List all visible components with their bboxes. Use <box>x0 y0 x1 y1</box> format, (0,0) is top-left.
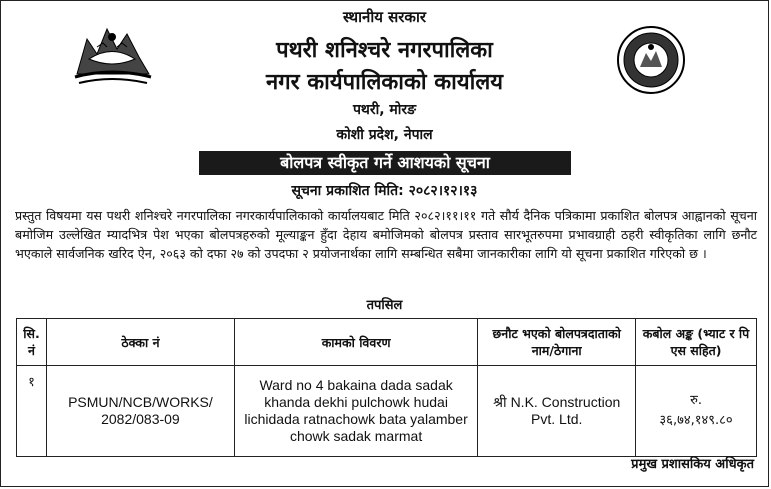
office-name: नगर कार्यपालिकाको कार्यालय <box>266 70 503 95</box>
bid-table <box>16 318 757 457</box>
amount-value: ३६,७४,१४९.८० <box>659 413 733 428</box>
col-header-sn: सि. नं <box>17 319 47 366</box>
notice-title-banner: बोलपत्र स्वीकृत गर्ने आशयको सूचना <box>199 151 571 175</box>
local-government-label: स्थानीय सरकार <box>343 8 426 26</box>
table-header-row <box>17 319 757 366</box>
cell-bidder: श्री N.K. Construction Pvt. Ltd. <box>478 366 636 457</box>
cell-description: Ward no 4 bakaina dada sadak khanda dekhi pulchowk hudai lichidada ratnachowk bata yalamber chowk sadak marmat <box>234 366 477 457</box>
col-header-amount: कबोल अङ्क (भ्याट र पि एस सहित) <box>636 319 757 366</box>
publish-date: सूचना प्रकाशित मिति: २०८२।१२।१३ <box>291 183 478 199</box>
cell-amount <box>636 366 757 457</box>
col-header-bidder: छनौट भएको बोलपत्रदाताको नाम/ठेगाना <box>478 319 636 366</box>
address-line: पथरी, मोरङ <box>352 102 417 118</box>
amount-currency: रु. <box>690 393 702 408</box>
details-heading: तपसिल <box>366 298 403 313</box>
municipality-name: पथरी शनिश्चरे नगरपालिका <box>276 38 493 63</box>
col-header-description: कामको विवरण <box>234 319 477 366</box>
cell-sn: १ <box>17 366 47 457</box>
cell-contract-no: PSMUN/NCB/WORKS/ 2082/083-09 <box>46 366 234 457</box>
col-header-contract-no: ठेक्का नं <box>46 319 234 366</box>
notice-body: प्रस्तुत विषयमा यस पथरी शनिश्चरे नगरपालिका नगरकार्यपालिकाको कार्यालयबाट मिति २०८२।११।११ गते सौर्य दैनिक पत्रिकामा प्रकाशित बोलपत्र आह्वानको सूचना बमोजिम उल्लेखित म्यादभित्र पेश भएका बोलपत्रहरुको मूल्याङ्कन हुँदा देहाय बमोजिमको बोलपत्र प्रस्ताव सारभूतरुपमा प्रभावग्राही ठहरी स्वीकृतिका लागि छनौट भएकाले सार्वजनिक खरिद ऐन, २०६३ को दफा २७ को उपदफा २ प्रयोजनार्थका लागि सम्बन्धित सबैमा जानकारीका लागि यो सूचना प्रकाशित गरिएको छ । <box>15 208 758 261</box>
table-row <box>17 366 757 457</box>
signatory-title: प्रमुख प्रशासकिय अधिकृत <box>631 457 754 472</box>
province-line: कोशी प्रदेश, नेपाल <box>336 127 433 143</box>
